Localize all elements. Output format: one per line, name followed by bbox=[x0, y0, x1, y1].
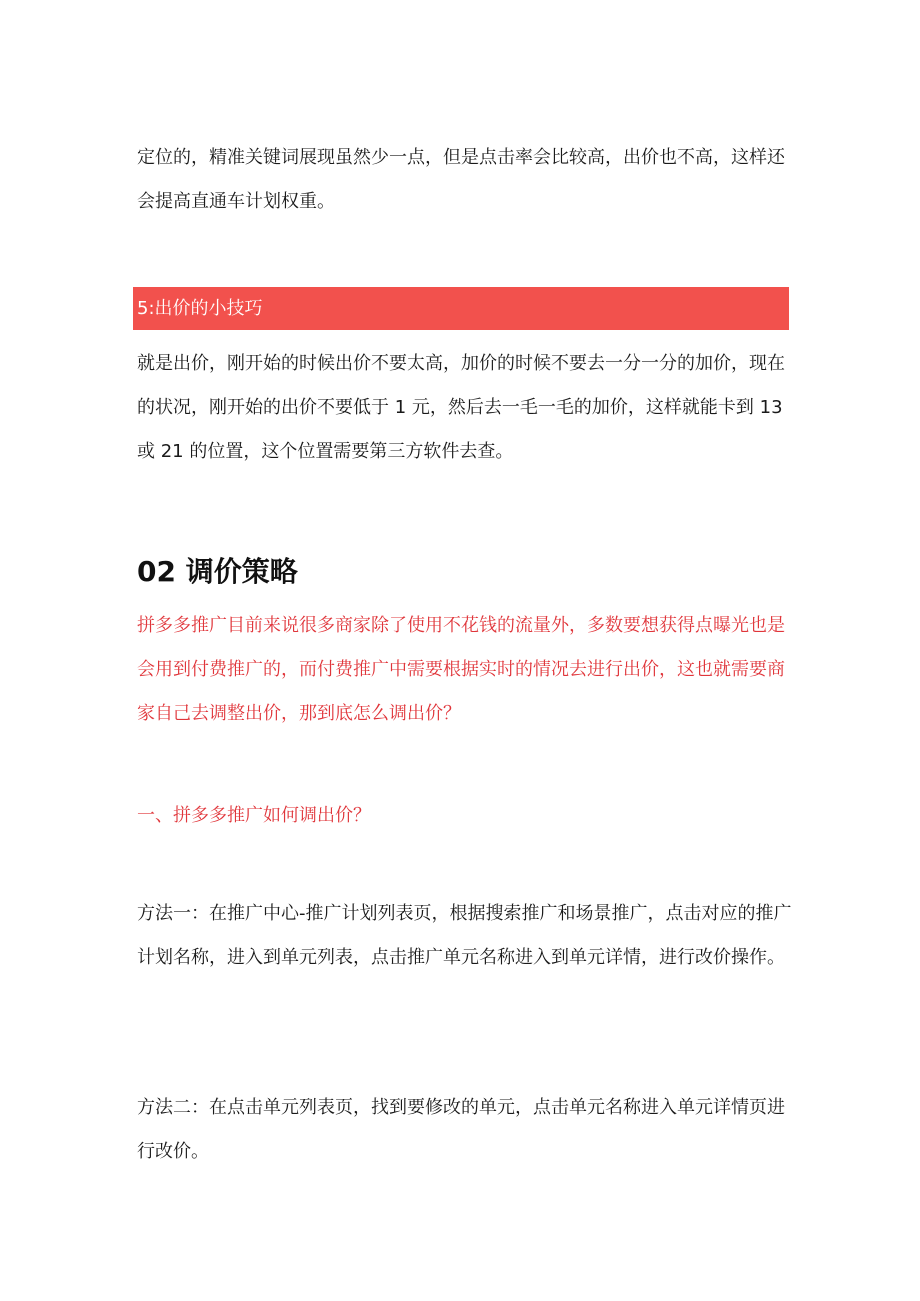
method-one-paragraph: 方法一：在推广中心-推广计划列表页，根据搜索推广和场景推广，点击对应的推广计划名称，进入到单元列表，点击推广单元名称进入到单元详情，进行改价操作。 bbox=[137, 903, 792, 968]
question-heading: 一、拼多多推广如何调出价？ bbox=[137, 805, 371, 826]
intro-paragraph: 定位的，精准关键词展现虽然少一点，但是点击率会比较高，出价也不高，这样还会提高直通车计划权重。 bbox=[137, 147, 785, 212]
tip-banner: 5:出价的小技巧 bbox=[133, 287, 789, 330]
section-title: 调价策略 bbox=[185, 555, 298, 588]
method-two-paragraph: 方法二：在点击单元列表页，找到要修改的单元，点击单元名称进入单元详情页进行改价。 bbox=[137, 1097, 785, 1162]
section-heading bbox=[137, 550, 298, 594]
section-intro-paragraph: 拼多多推广目前来说很多商家除了使用不花钱的流量外，多数要想获得点曝光也是会用到付费推广的，而付费推广中需要根据实时的情况去进行出价，这也就需要商家自己去调整出价，那到底怎么调出价？ bbox=[137, 615, 785, 724]
tip-paragraph: 就是出价，刚开始的时候出价不要太高，加价的时候不要去一分一分的加价，现在的状况，刚开始的出价不要低于 1 元，然后去一毛一毛的加价，这样就能卡到 13 或 21 的位置，这个位置需要第三方软件去查。 bbox=[137, 353, 785, 462]
section-number: 02 bbox=[137, 555, 176, 588]
